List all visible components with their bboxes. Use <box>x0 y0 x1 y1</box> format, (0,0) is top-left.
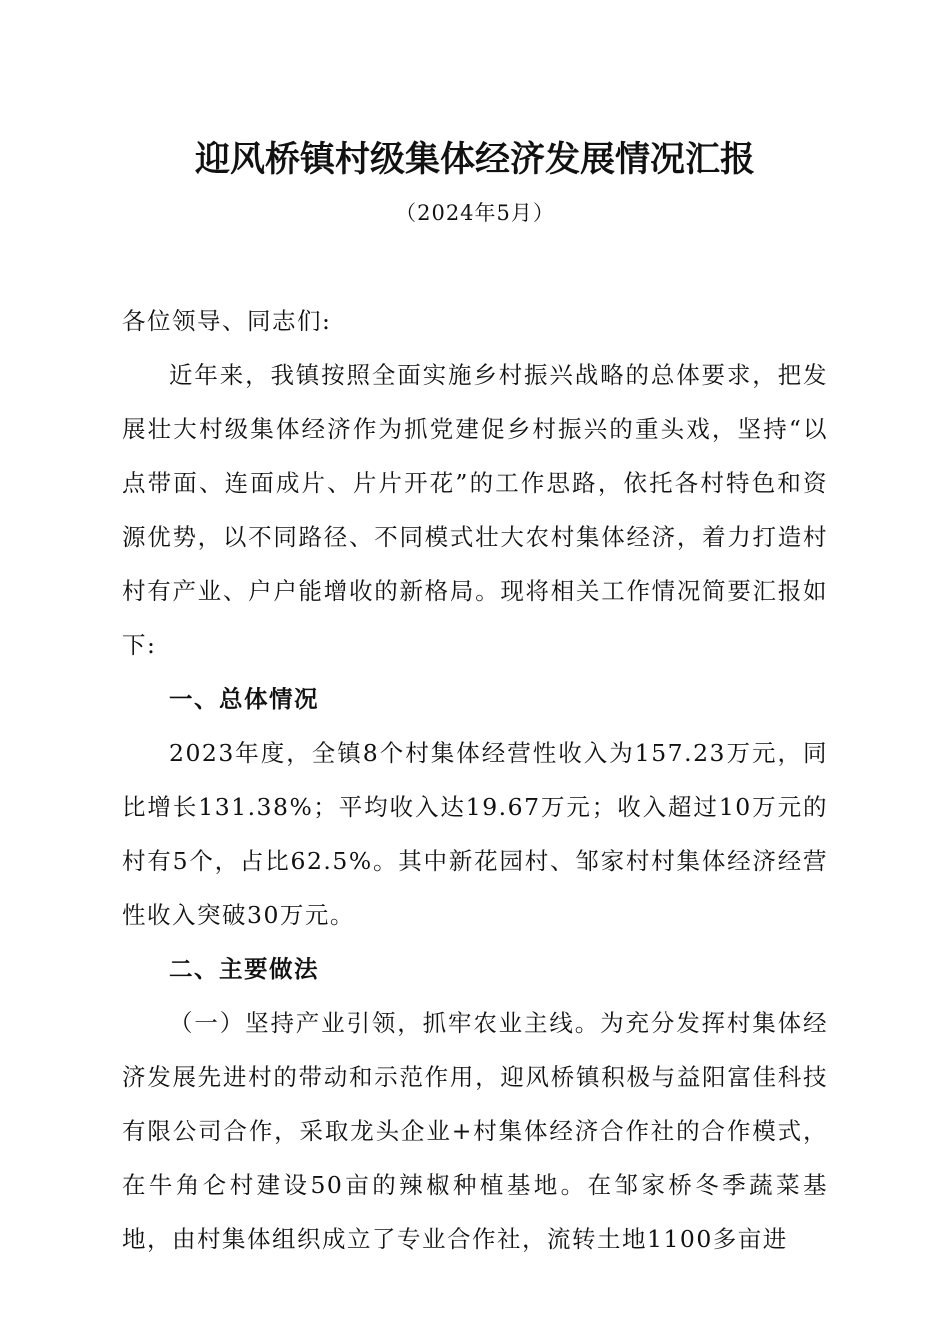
document-date: （2024年5月） <box>395 201 555 225</box>
section-1-heading: 一、总体情况 <box>169 685 319 713</box>
salutation: 各位领导、同志们: <box>122 307 332 335</box>
document-title: 迎风桥镇村级集体经济发展情况汇报 <box>194 140 755 180</box>
section-2-heading: 二、主要做法 <box>169 955 319 983</box>
intro-paragraph: 近年来，我镇按照全面实施乡村振兴战略的总体要求，把发展壮大村级集体经济作为抓党建促乡村振兴的重头戏，坚持“以点带面、连面成片、片片开花”的工作思路，依托各村特色和资源优势，以不同路径、不同模式壮大农村集体经济，着力打造村村有产业、户户能增收的新格局。现将相关工作情况简要汇报如下: <box>122 361 828 659</box>
section-2-paragraph: （一）坚持产业引领，抓牢农业主线。为充分发挥村集体经济发展先进村的带动和示范作用，迎风桥镇积极与益阳富佳科技有限公司合作，采取龙头企业+村集体经济合作社的合作模式，在牛角仑村建设50亩的辣椒种植基地。在邹家桥冬季蔬菜基地，由村集体组织成立了专业合作社，流转土地1100多亩进 <box>122 1009 828 1253</box>
document-body <box>122 294 828 1266</box>
section-1-paragraph: 2023年度，全镇8个村集体经营性收入为157.23万元，同比增长131.38%；平均收入达19.67万元；收入超过10万元的村有5个，占比62.5%。其中新花园村、邹家村村集体经济经营性收入突破30万元。 <box>122 739 828 929</box>
